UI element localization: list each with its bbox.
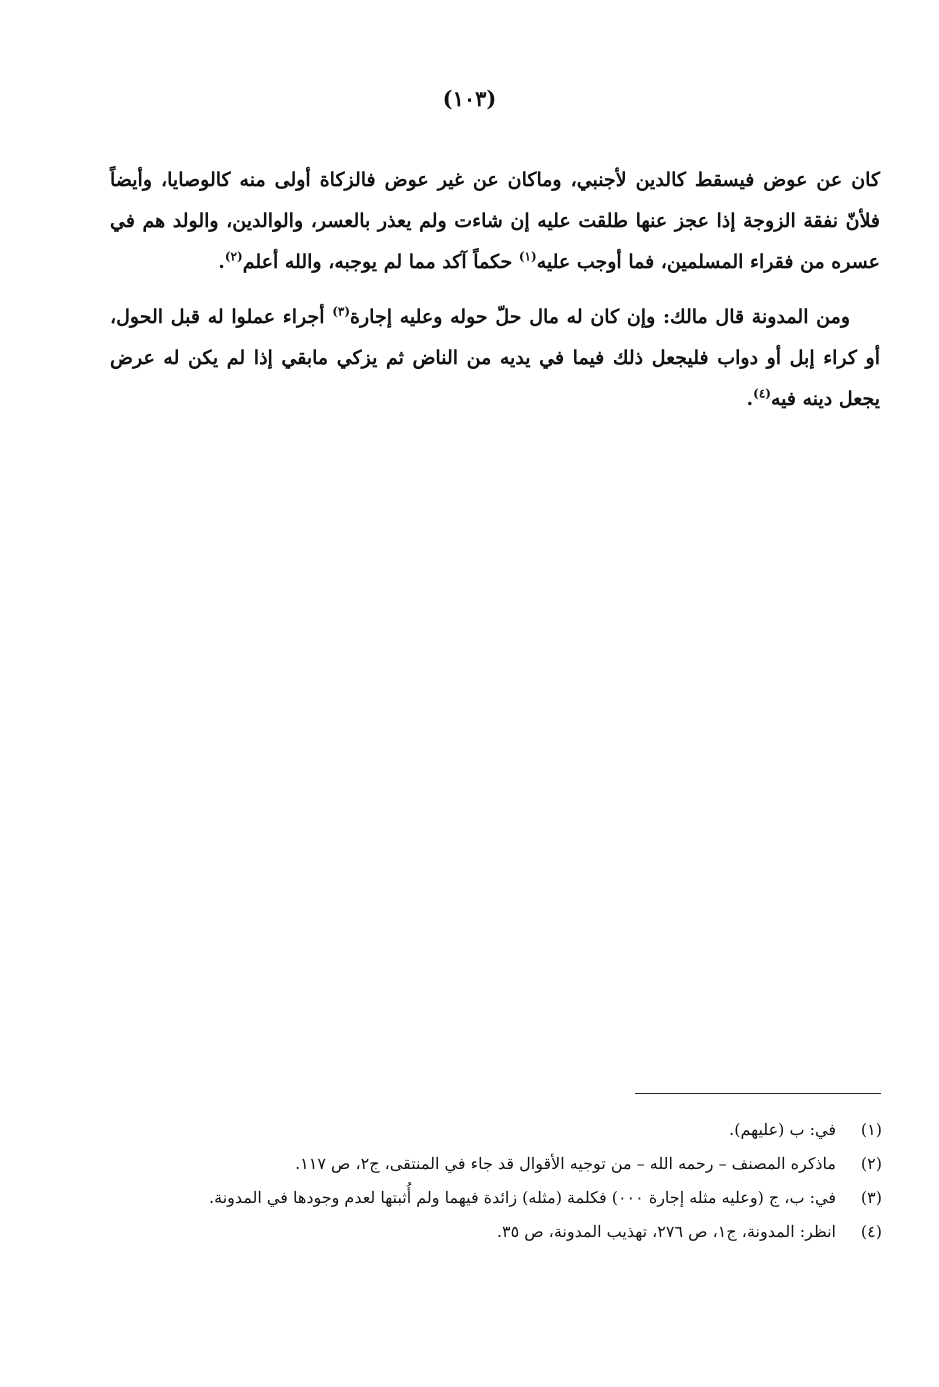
- paragraph-2-text-b: أجراء عملوا له قبل الحول، أو كراء إبل أو دواب فليجعل ذلك فيما في يديه من الناض ثم يزكي مابقي إذا لم يكن له عرض يجعل دينه فيه: [110, 306, 880, 410]
- footnote-divider: [635, 1093, 881, 1094]
- footnote-marker: (٤): [860, 1222, 882, 1241]
- footnote-1: [110, 1115, 882, 1145]
- footnote-ref-2[interactable]: (٢): [224, 249, 243, 264]
- footnote-text: في: ب، ج (وعليه مثله إجارة ٠٠٠) فكلمة (مثله) زائدة فيهما ولم أُثبتها لعدم وجودها في المدونة.: [209, 1188, 836, 1207]
- main-text: [110, 160, 880, 420]
- footnote-marker: (٣): [860, 1188, 882, 1207]
- paragraph-1-text-a: كان عن عوض فيسقط كالدين لأجنبي، وماكان عن غير عوض فالزكاة أولى منه كالوصايا، وأيضاً فلأنّ نفقة الزوجة إذا عجز عنها طلقت عليه إن شاءت ولم يعذر بالعسر، والوالدين، والولد هم في عسره من فقراء المسلمين، فما أوجب عليه: [110, 169, 880, 273]
- footnote-text: انظر: المدونة، ج١، ص ٢٧٦، تهذيب المدونة، ص ٣٥.: [496, 1222, 836, 1241]
- paragraph-2: [110, 297, 880, 420]
- paragraph-1: [110, 160, 880, 283]
- footnote-text: في: ب (عليهم).: [729, 1120, 836, 1139]
- footnote-text: ماذكره المصنف – رحمه الله – من توجيه الأقوال قد جاء في المنتقى، ج٢، ص ١١٧.: [295, 1154, 836, 1173]
- footnote-ref-3[interactable]: (٣): [332, 304, 351, 319]
- paragraph-1-text-c: .: [218, 251, 225, 273]
- footnote-4: [110, 1217, 882, 1247]
- footnote-3: [110, 1183, 882, 1213]
- footnote-ref-4[interactable]: (٤): [753, 386, 771, 401]
- footnote-marker: (٢): [860, 1154, 882, 1173]
- footnotes: [110, 1115, 882, 1251]
- footnote-2: [110, 1149, 882, 1179]
- footnote-ref-1[interactable]: (١): [518, 249, 537, 264]
- footnote-marker: (١): [860, 1120, 882, 1139]
- paragraph-1-text-b: حكماً آكد مما لم يوجبه، والله أعلم: [242, 251, 519, 273]
- paragraph-2-text-c: .: [746, 388, 754, 410]
- page-number: (١٠٣): [442, 86, 497, 111]
- paragraph-2-text-a: ومن المدونة قال مالك: وإن كان له مال حلّ حوله وعليه إجارة: [350, 306, 851, 328]
